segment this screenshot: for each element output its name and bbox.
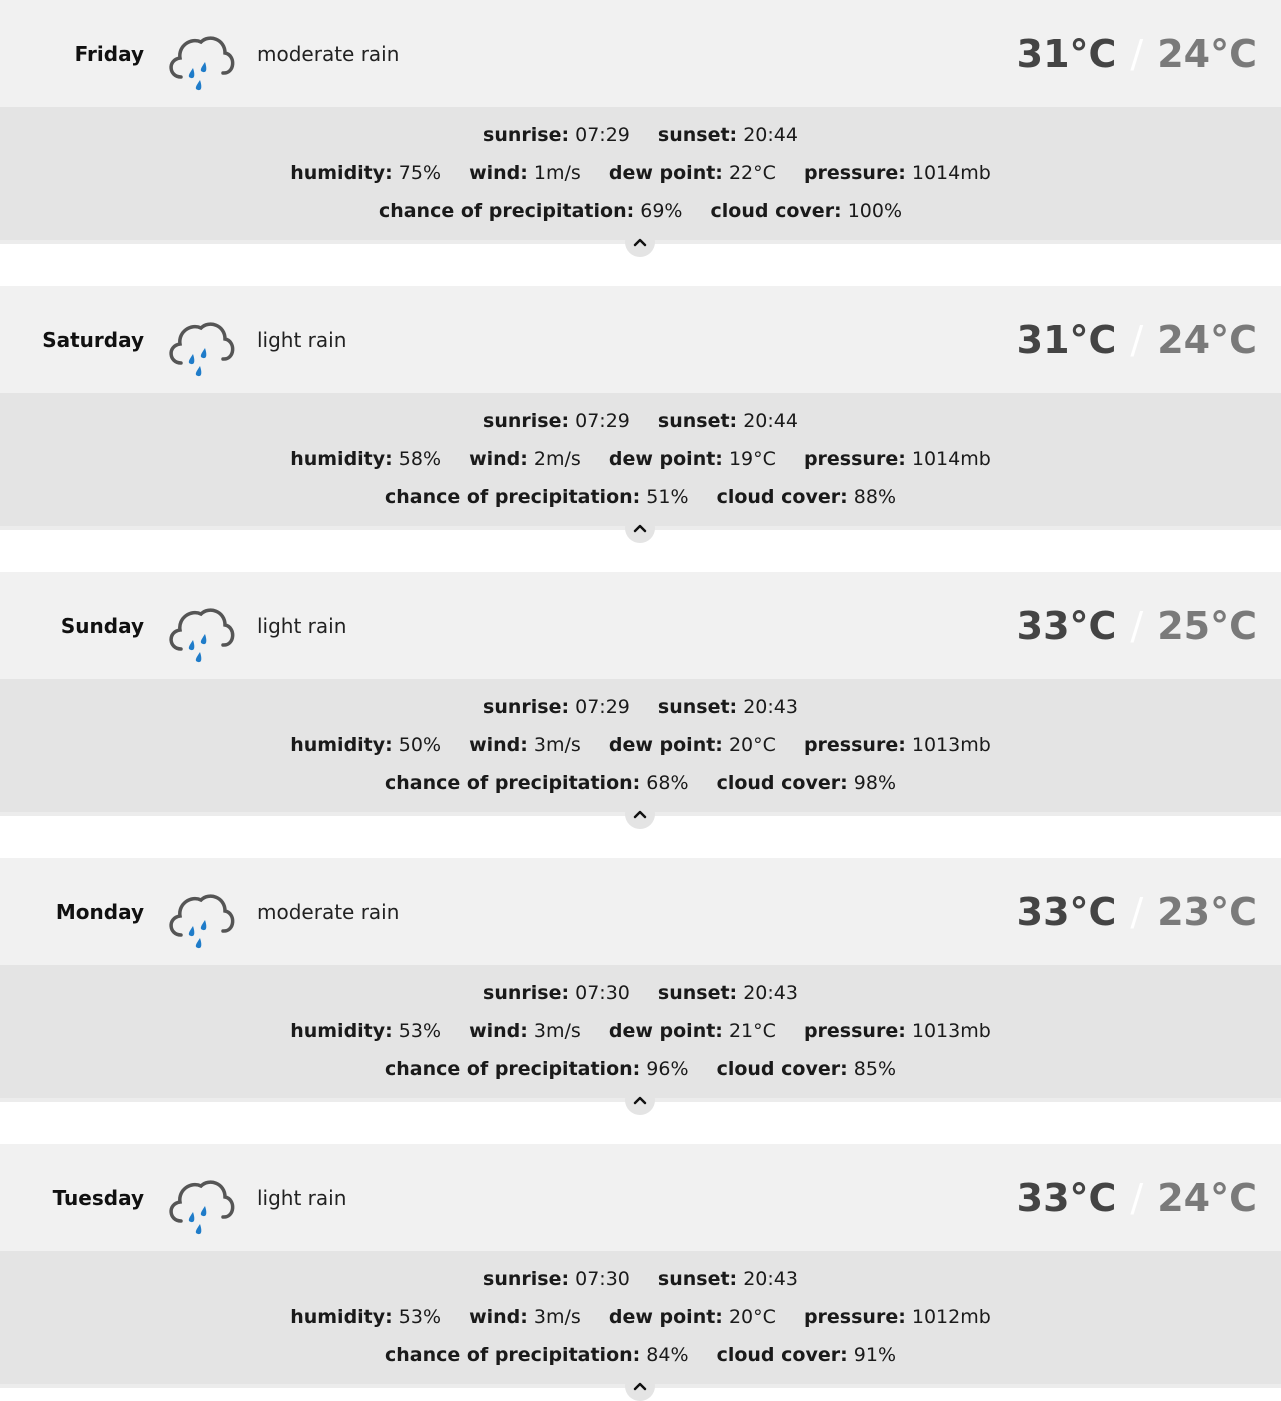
- sunrise-label: sunrise:: [483, 696, 570, 718]
- pressure-item: [804, 1306, 991, 1328]
- wind-item: [469, 1306, 581, 1328]
- pressure-item: [804, 1020, 991, 1042]
- collapse-details-button[interactable]: [625, 227, 655, 257]
- sun-times-row: [0, 982, 1281, 1004]
- temperature-separator: /: [1130, 317, 1144, 362]
- precipitation-row: [0, 1058, 1281, 1080]
- sunset-value: 20:43: [743, 982, 798, 1004]
- precipitation-item: [385, 772, 689, 794]
- pressure-item: [804, 448, 991, 470]
- sunset-item: [658, 410, 798, 432]
- sunrise-label: sunrise:: [483, 124, 570, 146]
- day-name: Sunday: [60, 613, 144, 638]
- humidity-value: 58%: [398, 448, 442, 470]
- sunrise-value: 07:30: [575, 1268, 630, 1290]
- precipitation-label: chance of precipitation:: [378, 200, 635, 222]
- day-name: Saturday: [42, 327, 144, 352]
- day-forecast: [0, 0, 1281, 244]
- pressure-value: 1014mb: [911, 162, 991, 184]
- precipitation-label: chance of precipitation:: [384, 1344, 641, 1366]
- wind-label: wind:: [469, 1020, 528, 1042]
- temperature-range: [1017, 858, 1257, 965]
- sunrise-label: sunrise:: [483, 1268, 570, 1290]
- humidity-value: 50%: [398, 734, 442, 756]
- collapse-details-button[interactable]: [625, 513, 655, 543]
- temperature-range: [1017, 1144, 1257, 1251]
- high-temperature: 33°C: [1016, 889, 1117, 934]
- sun-times-row: [0, 1268, 1281, 1290]
- dew-point-item: [609, 448, 776, 470]
- humidity-value: 75%: [398, 162, 442, 184]
- humidity-label: humidity:: [290, 1306, 393, 1328]
- low-temperature: 24°C: [1157, 31, 1257, 76]
- sunset-value: 20:43: [743, 1268, 798, 1290]
- dew-point-value: 20°C: [728, 1306, 776, 1328]
- wind-label: wind:: [469, 1306, 528, 1328]
- collapse-details-button[interactable]: [625, 1085, 655, 1115]
- sunset-label: sunset:: [657, 410, 738, 432]
- day-name: Friday: [74, 41, 144, 66]
- conditions-row: [0, 1020, 1281, 1042]
- dew-point-value: 20°C: [728, 734, 776, 756]
- precipitation-row: [0, 1344, 1281, 1366]
- low-temperature: 24°C: [1157, 317, 1257, 362]
- wind-value: 1m/s: [533, 162, 581, 184]
- sunset-value: 20:43: [743, 696, 798, 718]
- precipitation-item: [385, 1058, 689, 1080]
- sunrise-value: 07:29: [575, 410, 630, 432]
- dew-point-item: [609, 1020, 776, 1042]
- precipitation-item: [385, 486, 689, 508]
- sun-times-row: [0, 696, 1281, 718]
- conditions-row: [0, 162, 1281, 184]
- temperature-separator: /: [1130, 889, 1144, 934]
- sunset-label: sunset:: [657, 124, 738, 146]
- temperature-separator: /: [1130, 603, 1144, 648]
- wind-item: [469, 448, 581, 470]
- humidity-label: humidity:: [290, 162, 393, 184]
- precipitation-value: 51%: [646, 486, 689, 508]
- pressure-item: [804, 734, 991, 756]
- precipitation-value: 68%: [646, 772, 689, 794]
- weather-condition: light rain: [257, 613, 347, 638]
- sunset-value: 20:44: [743, 124, 798, 146]
- wind-value: 3m/s: [533, 1306, 581, 1328]
- weather-condition: moderate rain: [257, 899, 400, 924]
- cloud-cover-label: cloud cover:: [716, 1058, 848, 1080]
- dew-point-label: dew point:: [608, 1306, 723, 1328]
- day-details-panel: [0, 107, 1281, 244]
- rain-cloud-icon: [165, 600, 235, 670]
- humidity-label: humidity:: [290, 1020, 393, 1042]
- wind-label: wind:: [469, 734, 528, 756]
- cloud-cover-label: cloud cover:: [710, 200, 842, 222]
- sunrise-item: [483, 124, 630, 146]
- sunrise-value: 07:30: [575, 982, 630, 1004]
- sunset-item: [658, 982, 798, 1004]
- chevron-up-icon: [633, 237, 647, 247]
- sunrise-item: [483, 1268, 630, 1290]
- dew-point-label: dew point:: [608, 1020, 723, 1042]
- dew-point-item: [609, 162, 776, 184]
- cloud-cover-item: [717, 1058, 896, 1080]
- high-temperature: 31°C: [1016, 317, 1117, 362]
- wind-item: [469, 162, 581, 184]
- collapse-details-button[interactable]: [625, 1371, 655, 1401]
- day-name: Monday: [55, 899, 144, 924]
- precipitation-label: chance of precipitation:: [384, 486, 641, 508]
- day-details-panel: [0, 679, 1281, 816]
- pressure-item: [804, 162, 991, 184]
- pressure-value: 1012mb: [911, 1306, 991, 1328]
- humidity-item: [290, 1020, 441, 1042]
- sunrise-value: 07:29: [575, 124, 630, 146]
- humidity-value: 53%: [398, 1306, 442, 1328]
- sunset-item: [658, 1268, 798, 1290]
- low-temperature: 24°C: [1157, 1175, 1257, 1220]
- precipitation-item: [379, 200, 683, 222]
- dew-point-label: dew point:: [608, 162, 723, 184]
- sunset-label: sunset:: [657, 696, 738, 718]
- collapse-details-button[interactable]: [625, 799, 655, 829]
- humidity-item: [290, 162, 441, 184]
- cloud-cover-value: 98%: [853, 772, 896, 794]
- dew-point-item: [609, 734, 776, 756]
- sunrise-value: 07:29: [575, 696, 630, 718]
- rain-cloud-icon: [165, 1172, 235, 1242]
- temperature-range: [1017, 0, 1257, 107]
- low-temperature: 25°C: [1157, 603, 1257, 648]
- day-forecast: [0, 858, 1281, 1102]
- wind-item: [469, 734, 581, 756]
- day-forecast: [0, 1144, 1281, 1388]
- wind-value: 3m/s: [533, 1020, 581, 1042]
- temperature-separator: /: [1130, 1175, 1144, 1220]
- day-summary-row[interactable]: [0, 858, 1281, 965]
- day-forecast: [0, 286, 1281, 530]
- cloud-cover-value: 85%: [853, 1058, 896, 1080]
- pressure-label: pressure:: [803, 734, 906, 756]
- sunrise-item: [483, 696, 630, 718]
- high-temperature: 33°C: [1016, 603, 1117, 648]
- low-temperature: 23°C: [1157, 889, 1257, 934]
- day-summary-row[interactable]: [0, 572, 1281, 679]
- dew-point-label: dew point:: [608, 448, 723, 470]
- rain-cloud-icon: [165, 28, 235, 98]
- pressure-label: pressure:: [803, 1020, 906, 1042]
- dew-point-value: 21°C: [728, 1020, 776, 1042]
- cloud-cover-item: [717, 486, 896, 508]
- sunrise-label: sunrise:: [483, 410, 570, 432]
- cloud-cover-value: 88%: [853, 486, 896, 508]
- precipitation-value: 96%: [646, 1058, 689, 1080]
- weather-condition: light rain: [257, 327, 347, 352]
- wind-item: [469, 1020, 581, 1042]
- cloud-cover-item: [717, 1344, 896, 1366]
- cloud-cover-value: 91%: [853, 1344, 896, 1366]
- day-details-panel: [0, 1251, 1281, 1388]
- sunset-label: sunset:: [657, 982, 738, 1004]
- sunrise-item: [483, 410, 630, 432]
- wind-label: wind:: [469, 162, 528, 184]
- sunset-item: [658, 124, 798, 146]
- sun-times-row: [0, 124, 1281, 146]
- pressure-value: 1013mb: [911, 734, 991, 756]
- wind-label: wind:: [469, 448, 528, 470]
- precipitation-label: chance of precipitation:: [384, 772, 641, 794]
- precipitation-row: [0, 486, 1281, 508]
- wind-value: 3m/s: [533, 734, 581, 756]
- dew-point-item: [609, 1306, 776, 1328]
- humidity-label: humidity:: [290, 734, 393, 756]
- pressure-label: pressure:: [803, 1306, 906, 1328]
- rain-cloud-icon: [165, 314, 235, 384]
- precipitation-value: 84%: [646, 1344, 689, 1366]
- precipitation-item: [385, 1344, 689, 1366]
- sunset-value: 20:44: [743, 410, 798, 432]
- pressure-value: 1014mb: [911, 448, 991, 470]
- cloud-cover-value: 100%: [847, 200, 903, 222]
- day-name: Tuesday: [52, 1185, 144, 1210]
- conditions-row: [0, 1306, 1281, 1328]
- humidity-item: [290, 734, 441, 756]
- day-summary-row[interactable]: [0, 286, 1281, 393]
- day-forecast: [0, 572, 1281, 816]
- sunrise-label: sunrise:: [483, 982, 570, 1004]
- day-summary-row[interactable]: [0, 0, 1281, 107]
- pressure-label: pressure:: [803, 162, 906, 184]
- temperature-range: [1017, 572, 1257, 679]
- high-temperature: 31°C: [1016, 31, 1117, 76]
- dew-point-value: 22°C: [728, 162, 776, 184]
- sun-times-row: [0, 410, 1281, 432]
- chevron-up-icon: [633, 1095, 647, 1105]
- high-temperature: 33°C: [1016, 1175, 1117, 1220]
- sunrise-item: [483, 982, 630, 1004]
- weather-condition: moderate rain: [257, 41, 400, 66]
- wind-value: 2m/s: [533, 448, 581, 470]
- day-details-panel: [0, 393, 1281, 530]
- chevron-up-icon: [633, 1381, 647, 1391]
- cloud-cover-item: [711, 200, 903, 222]
- cloud-cover-item: [717, 772, 896, 794]
- humidity-value: 53%: [398, 1020, 442, 1042]
- precipitation-row: [0, 200, 1281, 222]
- dew-point-label: dew point:: [608, 734, 723, 756]
- sunset-item: [658, 696, 798, 718]
- precipitation-row: [0, 772, 1281, 794]
- pressure-label: pressure:: [803, 448, 906, 470]
- humidity-label: humidity:: [290, 448, 393, 470]
- day-details-panel: [0, 965, 1281, 1102]
- cloud-cover-label: cloud cover:: [716, 486, 848, 508]
- rain-cloud-icon: [165, 886, 235, 956]
- weather-condition: light rain: [257, 1185, 347, 1210]
- pressure-value: 1013mb: [911, 1020, 991, 1042]
- chevron-up-icon: [633, 523, 647, 533]
- cloud-cover-label: cloud cover:: [716, 1344, 848, 1366]
- sunset-label: sunset:: [657, 1268, 738, 1290]
- humidity-item: [290, 1306, 441, 1328]
- conditions-row: [0, 734, 1281, 756]
- chevron-up-icon: [633, 809, 647, 819]
- conditions-row: [0, 448, 1281, 470]
- cloud-cover-label: cloud cover:: [716, 772, 848, 794]
- precipitation-value: 69%: [640, 200, 683, 222]
- temperature-separator: /: [1130, 31, 1144, 76]
- precipitation-label: chance of precipitation:: [384, 1058, 641, 1080]
- temperature-range: [1017, 286, 1257, 393]
- dew-point-value: 19°C: [728, 448, 776, 470]
- humidity-item: [290, 448, 441, 470]
- day-summary-row[interactable]: [0, 1144, 1281, 1251]
